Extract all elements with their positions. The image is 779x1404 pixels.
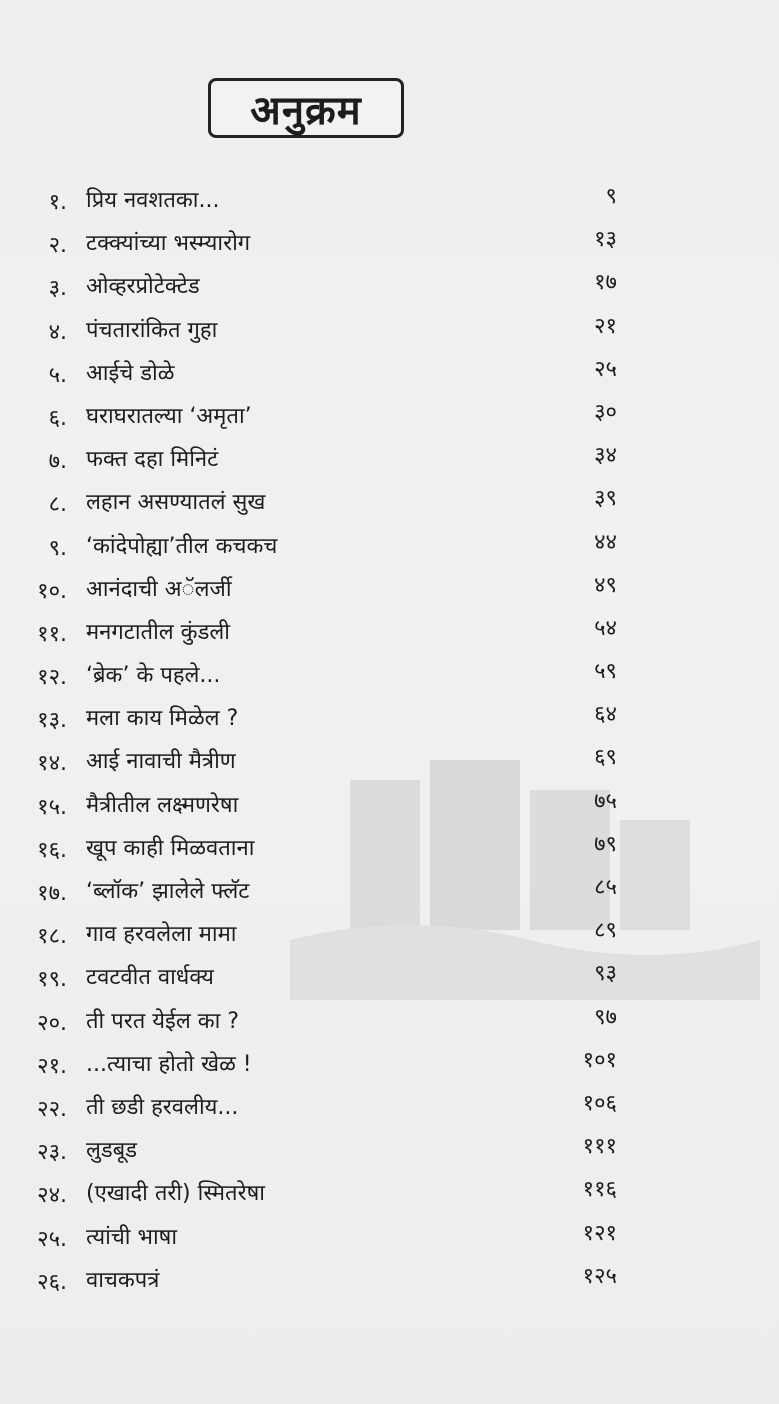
toc-entry xyxy=(0,1042,779,1085)
page-number: २१ xyxy=(594,313,617,339)
chapter-number: १०. xyxy=(37,578,67,604)
page-number: ६४ xyxy=(594,702,617,728)
toc-entry xyxy=(0,264,779,307)
chapter-title: ‘ब्लॉक’ झालेले फ्लॅट xyxy=(86,879,250,904)
toc-entry xyxy=(0,826,779,869)
toc-entry xyxy=(0,955,779,998)
chapter-title: लुडबूड xyxy=(86,1138,138,1164)
chapter-number: १२. xyxy=(37,665,67,691)
page-number: ८९ xyxy=(594,918,617,944)
table-of-contents xyxy=(0,178,779,1301)
chapter-number: १८. xyxy=(37,924,67,950)
chapter-title: घराघरातल्या ‘अमृता’ xyxy=(86,403,252,429)
toc-entry xyxy=(0,1215,779,1258)
page-number: ११६ xyxy=(582,1177,617,1203)
chapter-title: मला काय मिळेल ? xyxy=(86,706,239,732)
toc-entry xyxy=(0,610,779,653)
page-number: ३० xyxy=(594,399,617,425)
toc-entry xyxy=(0,1085,779,1128)
page-number: ७९ xyxy=(594,831,617,857)
chapter-title: मनगटातील कुंडली xyxy=(86,619,230,645)
toc-entry xyxy=(0,783,779,826)
page-number: ४९ xyxy=(594,572,617,598)
toc-entry xyxy=(0,221,779,264)
chapter-number: ११. xyxy=(37,621,67,647)
chapter-number: २१. xyxy=(37,1053,67,1079)
toc-entry xyxy=(0,178,779,221)
chapter-title: गाव हरवलेला मामा xyxy=(86,922,237,948)
toc-entry xyxy=(0,351,779,394)
toc-entry xyxy=(0,999,779,1042)
page-number: ३९ xyxy=(594,486,617,512)
page-number: १७ xyxy=(594,270,617,296)
chapter-number: १४. xyxy=(37,751,67,777)
chapter-number: २. xyxy=(48,233,67,259)
chapter-number: १९. xyxy=(37,967,67,993)
chapter-number: ५. xyxy=(48,362,67,388)
page-number: ५४ xyxy=(594,615,617,641)
toc-entry xyxy=(0,1171,779,1214)
chapter-title: आई नावाची मैत्रीण xyxy=(86,749,236,775)
toc-entry xyxy=(0,1258,779,1301)
page-number: ९३ xyxy=(594,961,617,987)
toc-entry xyxy=(0,308,779,351)
chapter-number: २३. xyxy=(37,1140,67,1166)
chapter-title: ‘कांदेपोह्या’तील कचकच xyxy=(86,533,278,559)
toc-entry xyxy=(0,480,779,523)
page-number: ९७ xyxy=(594,1004,617,1030)
chapter-number: ८. xyxy=(48,492,67,518)
chapter-number: ६. xyxy=(48,405,67,431)
chapter-title: खूप काही मिळवताना xyxy=(86,835,255,861)
page-number: ९ xyxy=(605,184,617,209)
chapter-number: २६. xyxy=(37,1269,67,1295)
chapter-number: ७. xyxy=(48,449,67,475)
toc-entry xyxy=(0,869,779,912)
page-number: ५९ xyxy=(594,659,617,685)
chapter-number: ४. xyxy=(48,319,67,345)
chapter-title: टक्क्यांच्या भस्म्यारोग xyxy=(86,231,251,257)
toc-entry xyxy=(0,912,779,955)
toc-entry xyxy=(0,696,779,739)
chapter-number: २२. xyxy=(37,1096,67,1122)
toc-entry xyxy=(0,524,779,567)
toc-entry xyxy=(0,653,779,696)
chapter-title: ...त्याचा होतो खेळ ! xyxy=(86,1051,252,1077)
chapter-title: ती छडी हरवलीय... xyxy=(86,1094,239,1120)
toc-entry xyxy=(0,437,779,480)
page-number: ४४ xyxy=(594,529,617,555)
page-number: १११ xyxy=(582,1134,617,1160)
chapter-title: लहान असण्यातलं सुख xyxy=(86,490,266,516)
chapter-number: १. xyxy=(48,190,67,215)
page-number: १०१ xyxy=(582,1047,617,1073)
toc-entry xyxy=(0,567,779,610)
page-number: २५ xyxy=(594,356,617,382)
chapter-number: २५. xyxy=(37,1226,67,1252)
chapter-title: फक्त दहा मिनिटं xyxy=(86,447,219,473)
chapter-number: ९. xyxy=(48,535,67,561)
chapter-number: ३. xyxy=(48,276,67,302)
page-number: ६९ xyxy=(594,745,617,771)
page-number: १३ xyxy=(594,227,617,253)
page-number: १२५ xyxy=(582,1263,617,1289)
chapter-title: आनंदाची अॅलर्जी xyxy=(86,576,232,602)
page-number: १२१ xyxy=(582,1220,617,1246)
chapter-number: २४. xyxy=(37,1183,67,1209)
toc-entry xyxy=(0,739,779,782)
chapter-title: प्रिय नवशतका... xyxy=(86,188,220,213)
chapter-title: टवटवीत वार्धक्य xyxy=(86,965,214,991)
toc-title-box xyxy=(208,78,404,138)
chapter-title: ‘ब्रेक’ के पहले... xyxy=(86,663,221,689)
page-number: १०६ xyxy=(582,1090,617,1116)
chapter-number: २०. xyxy=(37,1010,67,1036)
chapter-title: वाचकपत्रं xyxy=(86,1267,160,1293)
page-number: ३४ xyxy=(594,443,617,469)
chapter-title: (एखादी तरी) स्मितरेषा xyxy=(86,1181,265,1207)
chapter-title: त्यांची भाषा xyxy=(86,1224,178,1250)
page-number: ७५ xyxy=(594,788,617,814)
toc-entry xyxy=(0,394,779,437)
chapter-number: १३. xyxy=(37,708,67,734)
chapter-number: १६. xyxy=(37,837,67,863)
page-title: अनुक्रम xyxy=(250,87,362,134)
chapter-number: १७. xyxy=(37,881,67,906)
page-number: ८५ xyxy=(594,875,617,900)
chapter-title: ओव्हरप्रोटेक्टेड xyxy=(86,274,200,300)
chapter-title: पंचतारांकित गुहा xyxy=(86,317,218,343)
chapter-title: आईचे डोळे xyxy=(86,360,175,386)
chapter-title: ती परत येईल का ? xyxy=(86,1008,239,1034)
chapter-number: १५. xyxy=(37,794,67,820)
toc-entry xyxy=(0,1128,779,1171)
chapter-title: मैत्रीतील लक्ष्मणरेषा xyxy=(86,792,239,818)
